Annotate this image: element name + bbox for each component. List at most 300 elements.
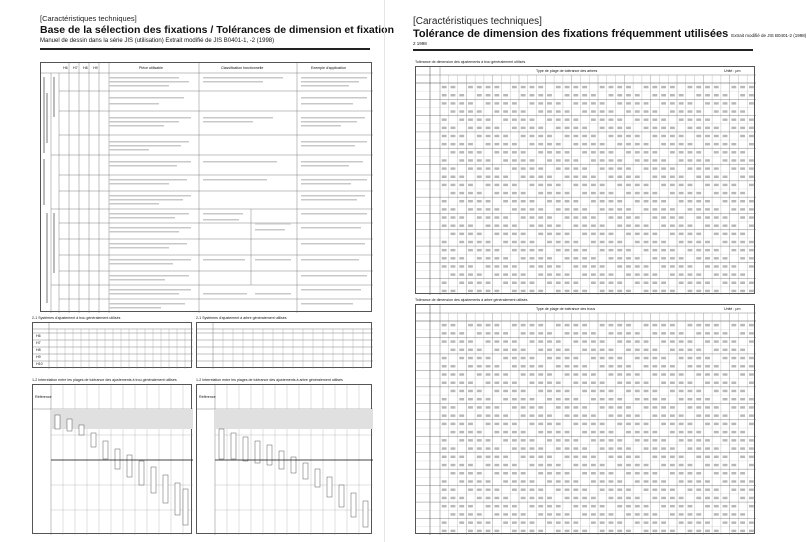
cell-value-mark — [652, 208, 657, 210]
cell-value-mark — [661, 398, 666, 400]
cell-value-mark — [749, 340, 754, 342]
cell-value-mark — [573, 241, 578, 243]
cell-value-mark — [714, 257, 719, 259]
cell-value-mark — [670, 176, 675, 178]
hole-tolerance-unit: Unité : μm — [724, 307, 741, 311]
cell-value-mark — [582, 390, 587, 392]
cell-value-mark — [565, 118, 570, 120]
cell-value-mark — [600, 340, 605, 342]
cell-value-mark — [538, 273, 543, 275]
cell-value-mark — [652, 480, 657, 482]
cell-value-mark — [609, 110, 614, 112]
cell-value-mark — [556, 398, 561, 400]
cell-value-mark — [600, 357, 605, 359]
cell-value-mark — [600, 224, 605, 226]
cell-value-mark — [652, 390, 657, 392]
cell-value-mark — [530, 176, 535, 178]
cell-value-mark — [486, 381, 491, 383]
cell-value-mark — [512, 398, 517, 400]
fit-table-grid — [41, 63, 373, 313]
cell-value-mark — [512, 406, 517, 408]
cell-value-mark — [652, 349, 657, 351]
cell-value-mark — [679, 273, 684, 275]
cell-value-mark — [547, 505, 552, 507]
cell-value-mark — [477, 365, 482, 367]
cell-value-mark — [740, 118, 745, 120]
cell-value-mark — [696, 373, 701, 375]
cell-value-mark — [582, 406, 587, 408]
cell-value-mark — [679, 184, 684, 186]
left-page-title: Base de la sélection des fixations / Tolérances de dimension et fixation — [40, 24, 394, 36]
cell-value-mark — [468, 290, 473, 292]
cell-value-mark — [547, 357, 552, 359]
cell-value-mark — [547, 216, 552, 218]
cell-value-mark — [688, 110, 693, 112]
cell-value-mark — [679, 233, 684, 235]
cell-value-mark — [477, 273, 482, 275]
hole-systems-grid — [33, 323, 193, 369]
cell-value-mark — [661, 505, 666, 507]
cell-value-mark — [565, 365, 570, 367]
cell-value-mark — [573, 497, 578, 499]
cell-value-mark — [714, 472, 719, 474]
cell-value-mark — [442, 464, 447, 466]
cell-value-mark — [538, 381, 543, 383]
cell-value-mark — [609, 216, 614, 218]
cell-value-mark — [512, 249, 517, 251]
cell-value-mark — [749, 282, 754, 284]
cell-value-mark — [512, 472, 517, 474]
cell-value-mark — [600, 167, 605, 169]
cell-value-mark — [521, 480, 526, 482]
cell-value-mark — [652, 216, 657, 218]
cell-value-mark — [573, 340, 578, 342]
cell-value-mark — [617, 488, 622, 490]
cell-value-mark — [609, 406, 614, 408]
cell-value-mark — [503, 192, 508, 194]
cell-value-mark — [468, 118, 473, 120]
cell-value-mark — [617, 257, 622, 259]
cell-value-mark — [591, 349, 596, 351]
cell-value-mark — [696, 257, 701, 259]
cell-value-mark — [600, 282, 605, 284]
cell-value-mark — [547, 431, 552, 433]
cell-value-mark — [565, 472, 570, 474]
cell-value-mark — [670, 249, 675, 251]
cell-value-mark — [696, 439, 701, 441]
cell-value-mark — [705, 216, 710, 218]
cell-value-mark — [494, 224, 499, 226]
cell-value-mark — [626, 224, 631, 226]
cell-value-mark — [696, 349, 701, 351]
cell-value-mark — [644, 488, 649, 490]
header-h6: H6 — [63, 66, 68, 70]
cell-value-mark — [468, 365, 473, 367]
cell-value-mark — [442, 94, 447, 96]
cell-value-mark — [740, 94, 745, 96]
cell-value-mark — [688, 167, 693, 169]
cell-value-mark — [644, 127, 649, 129]
cell-value-mark — [617, 365, 622, 367]
cell-value-mark — [459, 233, 464, 235]
cell-value-mark — [521, 513, 526, 515]
cell-value-mark — [451, 184, 456, 186]
cell-value-mark — [565, 290, 570, 292]
cell-value-mark — [740, 249, 745, 251]
cell-value-mark — [749, 406, 754, 408]
cell-value-mark — [442, 480, 447, 482]
cell-value-mark — [626, 431, 631, 433]
cell-value-mark — [670, 94, 675, 96]
cell-value-mark — [503, 102, 508, 104]
cell-value-mark — [714, 184, 719, 186]
cell-value-mark — [661, 406, 666, 408]
cell-value-mark — [512, 480, 517, 482]
cell-value-mark — [609, 488, 614, 490]
header-h8: H8 — [83, 66, 88, 70]
cell-value-mark — [731, 110, 736, 112]
cell-value-mark — [688, 365, 693, 367]
cell-value-mark — [652, 200, 657, 202]
cell-value-mark — [591, 357, 596, 359]
cell-value-mark — [652, 324, 657, 326]
cell-value-mark — [547, 118, 552, 120]
cell-value-mark — [679, 431, 684, 433]
cell-value-mark — [635, 184, 640, 186]
cell-value-mark — [451, 94, 456, 96]
cell-value-mark — [521, 233, 526, 235]
cell-value-mark — [705, 340, 710, 342]
cell-value-mark — [749, 127, 754, 129]
cell-value-mark — [670, 265, 675, 267]
cell-value-mark — [459, 102, 464, 104]
cell-value-mark — [652, 488, 657, 490]
cell-value-mark — [652, 398, 657, 400]
cell-value-mark — [582, 273, 587, 275]
cell-value-mark — [723, 381, 728, 383]
cell-value-mark — [644, 431, 649, 433]
cell-value-mark — [565, 456, 570, 458]
cell-value-mark — [635, 118, 640, 120]
cell-value-mark — [538, 406, 543, 408]
cell-value-mark — [442, 357, 447, 359]
cell-value-mark — [600, 530, 605, 532]
cell-value-mark — [696, 282, 701, 284]
cell-value-mark — [503, 505, 508, 507]
cell-value-mark — [486, 265, 491, 267]
cell-value-mark — [468, 249, 473, 251]
cell-value-mark — [521, 167, 526, 169]
cell-value-mark — [521, 257, 526, 259]
cell-value-mark — [696, 200, 701, 202]
cell-value-mark — [565, 447, 570, 449]
cell-value-mark — [644, 365, 649, 367]
cell-value-mark — [670, 431, 675, 433]
cell-value-mark — [714, 249, 719, 251]
cell-value-mark — [661, 86, 666, 88]
cell-value-mark — [688, 233, 693, 235]
cell-value-mark — [626, 406, 631, 408]
cell-value-mark — [556, 265, 561, 267]
cell-value-mark — [670, 497, 675, 499]
cell-value-mark — [503, 464, 508, 466]
cell-value-mark — [749, 208, 754, 210]
cell-value-mark — [652, 332, 657, 334]
cell-value-mark — [652, 192, 657, 194]
cell-value-mark — [714, 365, 719, 367]
cell-value-mark — [494, 94, 499, 96]
cell-value-mark — [600, 241, 605, 243]
cell-value-mark — [556, 357, 561, 359]
cell-value-mark — [714, 390, 719, 392]
cell-value-mark — [451, 365, 456, 367]
cell-value-mark — [538, 324, 543, 326]
cell-value-mark — [591, 282, 596, 284]
cell-value-mark — [538, 488, 543, 490]
cell-value-mark — [749, 324, 754, 326]
cell-value-mark — [749, 94, 754, 96]
cell-value-mark — [565, 176, 570, 178]
cell-value-mark — [512, 324, 517, 326]
cell-value-mark — [635, 224, 640, 226]
cell-value-mark — [494, 324, 499, 326]
cell-value-mark — [679, 176, 684, 178]
cell-value-mark — [582, 208, 587, 210]
cell-value-mark — [591, 390, 596, 392]
cell-value-mark — [740, 439, 745, 441]
cell-value-mark — [749, 257, 754, 259]
cell-value-mark — [635, 464, 640, 466]
cell-value-mark — [486, 464, 491, 466]
cell-value-mark — [591, 159, 596, 161]
cell-value-mark — [521, 216, 526, 218]
cell-value-mark — [617, 530, 622, 532]
cell-value-mark — [442, 224, 447, 226]
cell-value-mark — [442, 324, 447, 326]
cell-value-mark — [670, 324, 675, 326]
cell-value-mark — [749, 357, 754, 359]
cell-value-mark — [451, 167, 456, 169]
cell-value-mark — [679, 265, 684, 267]
cell-value-mark — [670, 102, 675, 104]
cell-value-mark — [573, 200, 578, 202]
cell-value-mark — [749, 488, 754, 490]
cell-value-mark — [556, 447, 561, 449]
cell-value-mark — [486, 159, 491, 161]
cell-value-mark — [565, 439, 570, 441]
cell-value-mark — [582, 381, 587, 383]
cell-value-mark — [635, 282, 640, 284]
cell-value-mark — [547, 94, 552, 96]
section-shaft-systems: 2-1 Systèmes d'ajustement à arbre généralement utilisés — [196, 316, 287, 320]
cell-value-mark — [538, 513, 543, 515]
right-page-subtitle: 2 1998 — [413, 41, 427, 46]
cell-value-mark — [609, 135, 614, 137]
cell-value-mark — [512, 192, 517, 194]
cell-value-mark — [749, 398, 754, 400]
cell-value-mark — [530, 357, 535, 359]
cell-value-mark — [661, 497, 666, 499]
cell-value-mark — [714, 143, 719, 145]
cell-value-mark — [538, 208, 543, 210]
cell-value-mark — [723, 456, 728, 458]
cell-value-mark — [652, 406, 657, 408]
cell-value-mark — [652, 135, 657, 137]
cell-value-mark — [521, 86, 526, 88]
cell-value-mark — [468, 184, 473, 186]
cell-value-mark — [705, 86, 710, 88]
cell-value-mark — [582, 488, 587, 490]
cell-value-mark — [661, 127, 666, 129]
cell-value-mark — [451, 86, 456, 88]
cell-value-mark — [731, 505, 736, 507]
cell-value-mark — [723, 439, 728, 441]
cell-value-mark — [679, 439, 684, 441]
cell-value-mark — [749, 290, 754, 292]
cell-value-mark — [556, 472, 561, 474]
cell-value-mark — [547, 513, 552, 515]
cell-value-mark — [591, 431, 596, 433]
cell-value-mark — [696, 472, 701, 474]
cell-value-mark — [696, 159, 701, 161]
cell-value-mark — [679, 200, 684, 202]
cell-value-mark — [521, 349, 526, 351]
cell-value-mark — [556, 340, 561, 342]
cell-value-mark — [714, 373, 719, 375]
cell-value-mark — [468, 110, 473, 112]
cell-value-mark — [714, 265, 719, 267]
cell-value-mark — [696, 447, 701, 449]
cell-value-mark — [451, 273, 456, 275]
cell-value-mark — [494, 143, 499, 145]
cell-value-mark — [688, 505, 693, 507]
cell-value-mark — [740, 488, 745, 490]
cell-value-mark — [679, 398, 684, 400]
cell-value-mark — [600, 406, 605, 408]
cell-value-mark — [521, 135, 526, 137]
cell-value-mark — [521, 200, 526, 202]
cell-value-mark — [442, 381, 447, 383]
cell-value-mark — [512, 224, 517, 226]
cell-value-mark — [573, 290, 578, 292]
cell-value-mark — [442, 488, 447, 490]
cell-value-mark — [731, 118, 736, 120]
cell-value-mark — [468, 406, 473, 408]
cell-value-mark — [582, 373, 587, 375]
cell-value-mark — [688, 530, 693, 532]
cell-value-mark — [556, 241, 561, 243]
cell-value-mark — [459, 159, 464, 161]
cell-value-mark — [609, 118, 614, 120]
cell-value-mark — [530, 439, 535, 441]
cell-value-mark — [670, 184, 675, 186]
cell-value-mark — [600, 233, 605, 235]
cell-value-mark — [486, 257, 491, 259]
cell-value-mark — [652, 159, 657, 161]
cell-value-mark — [486, 135, 491, 137]
cell-value-mark — [609, 414, 614, 416]
cell-value-mark — [573, 176, 578, 178]
cell-value-mark — [547, 159, 552, 161]
cell-value-mark — [486, 373, 491, 375]
cell-value-mark — [696, 530, 701, 532]
cell-value-mark — [661, 464, 666, 466]
cell-value-mark — [688, 513, 693, 515]
cell-value-mark — [679, 224, 684, 226]
cell-value-mark — [652, 521, 657, 523]
cell-value-mark — [565, 192, 570, 194]
cell-value-mark — [679, 118, 684, 120]
cell-value-mark — [486, 530, 491, 532]
cell-value-mark — [459, 216, 464, 218]
cell-value-mark — [591, 118, 596, 120]
cell-value-mark — [486, 241, 491, 243]
cell-value-mark — [530, 447, 535, 449]
cell-value-mark — [644, 184, 649, 186]
cell-value-mark — [565, 151, 570, 153]
cell-value-mark — [731, 324, 736, 326]
cell-value-mark — [688, 357, 693, 359]
cell-value-mark — [451, 447, 456, 449]
cell-value-mark — [468, 102, 473, 104]
cell-value-mark — [609, 390, 614, 392]
cell-value-mark — [661, 282, 666, 284]
cell-value-mark — [635, 390, 640, 392]
cell-value-mark — [652, 110, 657, 112]
cell-value-mark — [442, 414, 447, 416]
cell-value-mark — [451, 530, 456, 532]
cell-value-mark — [635, 143, 640, 145]
cell-value-mark — [468, 513, 473, 515]
cell-value-mark — [512, 127, 517, 129]
cell-value-mark — [521, 151, 526, 153]
cell-value-mark — [740, 110, 745, 112]
cell-value-mark — [688, 390, 693, 392]
cell-value-mark — [705, 102, 710, 104]
cell-value-mark — [486, 94, 491, 96]
cell-value-mark — [565, 390, 570, 392]
cell-value-mark — [714, 127, 719, 129]
shaft-interrelation-figure — [197, 385, 373, 535]
cell-value-mark — [696, 521, 701, 523]
cell-value-mark — [494, 390, 499, 392]
cell-value-mark — [556, 282, 561, 284]
cell-value-mark — [688, 381, 693, 383]
cell-value-mark — [731, 167, 736, 169]
cell-value-mark — [451, 290, 456, 292]
cell-value-mark — [626, 176, 631, 178]
cell-value-mark — [573, 282, 578, 284]
cell-value-mark — [714, 488, 719, 490]
cell-value-mark — [749, 167, 754, 169]
cell-value-mark — [512, 200, 517, 202]
cell-value-mark — [503, 480, 508, 482]
cell-value-mark — [538, 497, 543, 499]
cell-value-mark — [547, 373, 552, 375]
cell-value-mark — [635, 135, 640, 137]
cell-value-mark — [565, 233, 570, 235]
cell-value-mark — [503, 521, 508, 523]
cell-value-mark — [635, 273, 640, 275]
cell-value-mark — [740, 151, 745, 153]
cell-value-mark — [451, 224, 456, 226]
cell-value-mark — [679, 151, 684, 153]
cell-value-mark — [573, 447, 578, 449]
cell-value-mark — [705, 530, 710, 532]
cell-value-mark — [556, 249, 561, 251]
cell-value-mark — [635, 151, 640, 153]
cell-value-mark — [644, 357, 649, 359]
